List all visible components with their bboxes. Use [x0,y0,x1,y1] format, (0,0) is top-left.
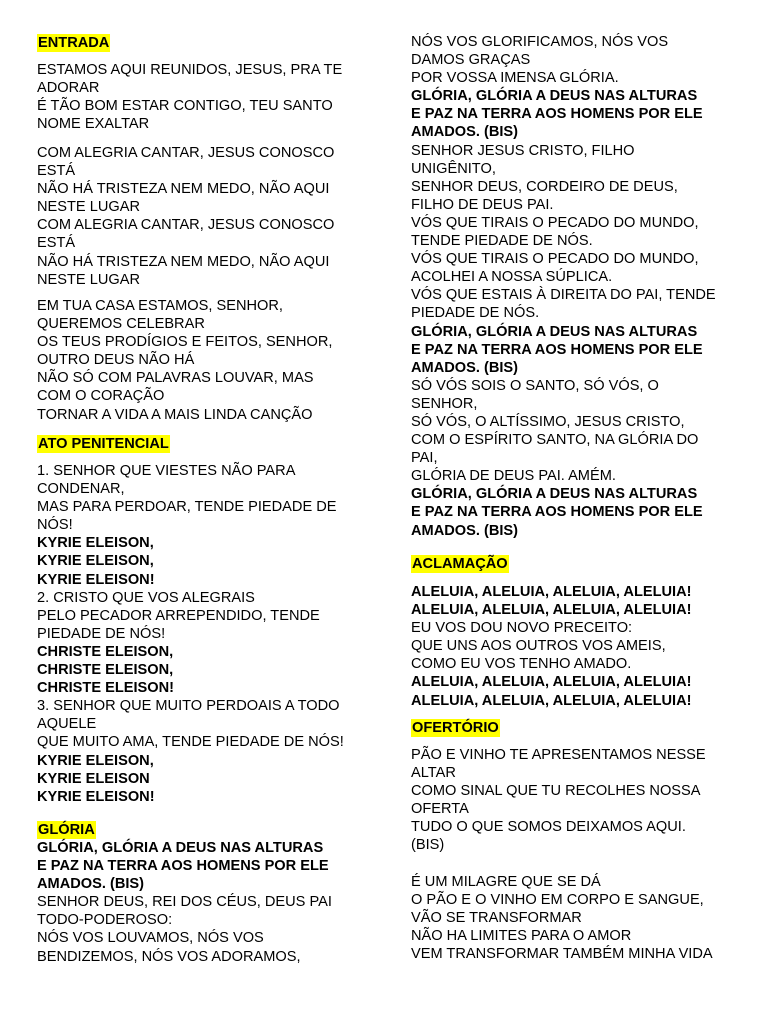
lyrics-line: É TÃO BOM ESTAR CONTIGO, TEU SANTO [37,98,333,115]
ato-penitencial-text [37,462,367,806]
lyrics-line: 1. SENHOR QUE VIESTES NÃO PARA [37,463,296,479]
lyrics-line: AQUELE [37,716,97,733]
lyrics-line: CONDENAR, [37,481,125,498]
entrada-verse-1 [37,61,367,133]
lyrics-line: GLÓRIA, GLÓRIA A DEUS NAS ALTURAS [411,88,698,105]
lyrics-line: E PAZ NA TERRA AOS HOMENS POR ELE [37,858,329,875]
entrada-verse-3 [37,297,367,424]
lyrics-line: CHRISTE ELEISON! [37,680,175,697]
lyrics-line: PAI, [411,450,438,467]
lyrics-line: E PAZ NA TERRA AOS HOMENS POR ELE [411,106,703,123]
lyrics-line: COM O CORAÇÃO [37,388,165,405]
lyrics-line: ALELUIA, ALELUIA, ALELUIA, ALELUIA! [411,602,692,619]
heading-gloria: GLÓRIA [38,822,95,838]
gloria-continued-text [411,33,741,540]
lyrics-line: NÃO HÁ TRISTEZA NEM MEDO, NÃO AQUI [37,181,330,198]
lyrics-line: NESTE LUGAR [37,199,140,216]
lyrics-line: UNIGÊNITO, [411,160,496,177]
lyrics-line: AMADOS. (BIS) [411,522,519,539]
lyrics-line: FILHO DE DEUS PAI. [411,196,554,213]
lyrics-line: TUDO O QUE SOMOS DEIXAMOS AQUI. [411,819,686,836]
lyrics-line: SÓ VÓS, O ALTÍSSIMO, JESUS CRISTO, [411,413,685,430]
heading-entrada: ENTRADA [38,35,110,51]
lyrics-line: NÃO SÓ COM PALAVRAS LOUVAR, MAS [37,370,314,387]
lyrics-line: POR VOSSA IMENSA GLÓRIA. [411,70,619,87]
lyrics-line: O PÃO E O VINHO EM CORPO E SANGUE, [411,892,704,909]
lyrics-line: É UM MILAGRE QUE SE DÁ [411,874,601,890]
lyrics-line: KYRIE ELEISON, [37,535,154,552]
lyrics-line: NÃO HA LIMITES PARA O AMOR [411,928,632,945]
lyrics-line: PÃO E VINHO TE APRESENTAMOS NESSE [411,747,706,763]
lyrics-line: NOME EXALTAR [37,116,150,133]
lyrics-line: DAMOS GRAÇAS [411,52,531,69]
heading-ofertorio: OFERTÓRIO [412,720,499,736]
lyrics-line: NÓS VOS LOUVAMOS, NÓS VOS [37,930,264,947]
lyrics-line: NÃO HÁ TRISTEZA NEM MEDO, NÃO AQUI [37,253,330,270]
lyrics-line: KYRIE ELEISON! [37,571,155,588]
lyrics-line: ALELUIA, ALELUIA, ALELUIA, ALELUIA! [411,692,692,709]
lyrics-line: OFERTA [411,801,469,818]
gloria-text [37,839,367,966]
lyrics-line: GLÓRIA, GLÓRIA A DEUS NAS ALTURAS [411,486,698,503]
lyrics-line: NÓS VOS GLORIFICAMOS, NÓS VOS [411,34,669,50]
lyrics-line: SENHOR DEUS, CORDEIRO DE DEUS, [411,178,678,195]
lyrics-line: SENHOR, [411,395,478,412]
lyrics-line: VÓS QUE TIRAIS O PECADO DO MUNDO, [411,214,699,231]
lyrics-line: EU VOS DOU NOVO PRECEITO: [411,620,633,637]
lyrics-line: QUEREMOS CELEBRAR [37,316,205,333]
lyrics-line: TODO-PODEROSO: [37,912,173,929]
lyrics-line: KYRIE ELEISON, [37,553,154,570]
lyrics-line: VÓS QUE TIRAIS O PECADO DO MUNDO, [411,251,699,268]
lyrics-line: OS TEUS PRODÍGIOS E FEITOS, SENHOR, [37,334,333,351]
lyrics-line: AMADOS. (BIS) [411,359,519,376]
lyrics-line: SÓ VÓS SOIS O SANTO, SÓ VÓS, O [411,377,659,394]
lyrics-line: CHRISTE ELEISON, [37,662,174,679]
lyrics-line: GLÓRIA DE DEUS PAI. AMÉM. [411,468,616,485]
lyrics-line: PELO PECADOR ARREPENDIDO, TENDE [37,607,320,624]
lyrics-line: SENHOR DEUS, REI DOS CÉUS, DEUS PAI [37,894,332,911]
lyrics-line: ESTÁ [37,235,76,252]
entrada-verse-2 [37,144,367,289]
lyrics-line: MAS PARA PERDOAR, TENDE PIEDADE DE [37,499,337,516]
lyrics-line: TENDE PIEDADE DE NÓS. [411,233,593,250]
lyrics-line: ALTAR [411,765,456,782]
lyrics-line: 2. CRISTO QUE VOS ALEGRAIS [37,589,255,606]
lyrics-line: EM TUA CASA ESTAMOS, SENHOR, [37,298,283,314]
lyrics-line: AMADOS. (BIS) [411,124,519,141]
lyrics-line: COM ALEGRIA CANTAR, JESUS CONOSCO [37,217,335,234]
lyrics-line: KYRIE ELEISON, [37,752,154,769]
lyrics-line: COMO SINAL QUE TU RECOLHES NOSSA [411,783,701,800]
lyrics-line: GLÓRIA, GLÓRIA A DEUS NAS ALTURAS [411,323,698,340]
lyrics-line: COM O ESPÍRITO SANTO, NA GLÓRIA DO [411,432,699,449]
heading-aclamacao: ACLAMAÇÃO [412,556,508,572]
lyrics-line: PIEDADE DE NÓS. [411,305,540,322]
lyrics-line: VEM TRANSFORMAR TAMBÉM MINHA VIDA [411,946,713,963]
lyrics-line: ESTÁ [37,163,76,180]
lyrics-line: 3. SENHOR QUE MUITO PERDOAIS A TODO [37,698,340,715]
lyrics-line: ESTAMOS AQUI REUNIDOS, JESUS, PRA TE [37,62,343,78]
aclamacao-text [411,583,741,710]
lyrics-line: NESTE LUGAR [37,271,140,288]
lyrics-line: QUE MUITO AMA, TENDE PIEDADE DE NÓS! [37,734,344,751]
lyrics-line: E PAZ NA TERRA AOS HOMENS POR ELE [411,341,703,358]
lyrics-line: ADORAR [37,80,100,97]
lyrics-line: TORNAR A VIDA A MAIS LINDA CANÇÃO [37,406,313,423]
lyrics-line: KYRIE ELEISON [37,770,150,787]
lyrics-line: ACOLHEI A NOSSA SÚPLICA. [411,269,613,286]
lyrics-line: VÃO SE TRANSFORMAR [411,910,582,927]
lyrics-line: KYRIE ELEISON! [37,788,155,805]
lyrics-line: GLÓRIA, GLÓRIA A DEUS NAS ALTURAS [37,840,324,856]
lyrics-line: ALELUIA, ALELUIA, ALELUIA, ALELUIA! [411,674,692,691]
lyrics-line: AMADOS. (BIS) [37,876,145,893]
lyrics-line: SENHOR JESUS CRISTO, FILHO [411,142,635,159]
lyrics-line: PIEDADE DE NÓS! [37,625,166,642]
lyrics-line: VÓS QUE ESTAIS À DIREITA DO PAI, TENDE [411,287,716,304]
heading-ato-penitencial: ATO PENITENCIAL [38,436,169,452]
ofertorio-verse-2 [411,873,741,963]
lyrics-line: BENDIZEMOS, NÓS VOS ADORAMOS, [37,948,301,965]
lyrics-line: OUTRO DEUS NÃO HÁ [37,352,195,369]
lyrics-line: COM ALEGRIA CANTAR, JESUS CONOSCO [37,145,335,161]
ofertorio-verse-1 [411,746,741,855]
lyrics-line: QUE UNS AOS OUTROS VOS AMEIS, [411,638,666,655]
lyrics-line: (BIS) [411,837,445,854]
lyrics-line: ALELUIA, ALELUIA, ALELUIA, ALELUIA! [411,584,692,600]
lyrics-line: COMO EU VOS TENHO AMADO. [411,656,632,673]
lyrics-line: CHRISTE ELEISON, [37,643,174,660]
lyrics-line: NÓS! [37,517,73,534]
lyrics-line: E PAZ NA TERRA AOS HOMENS POR ELE [411,504,703,521]
